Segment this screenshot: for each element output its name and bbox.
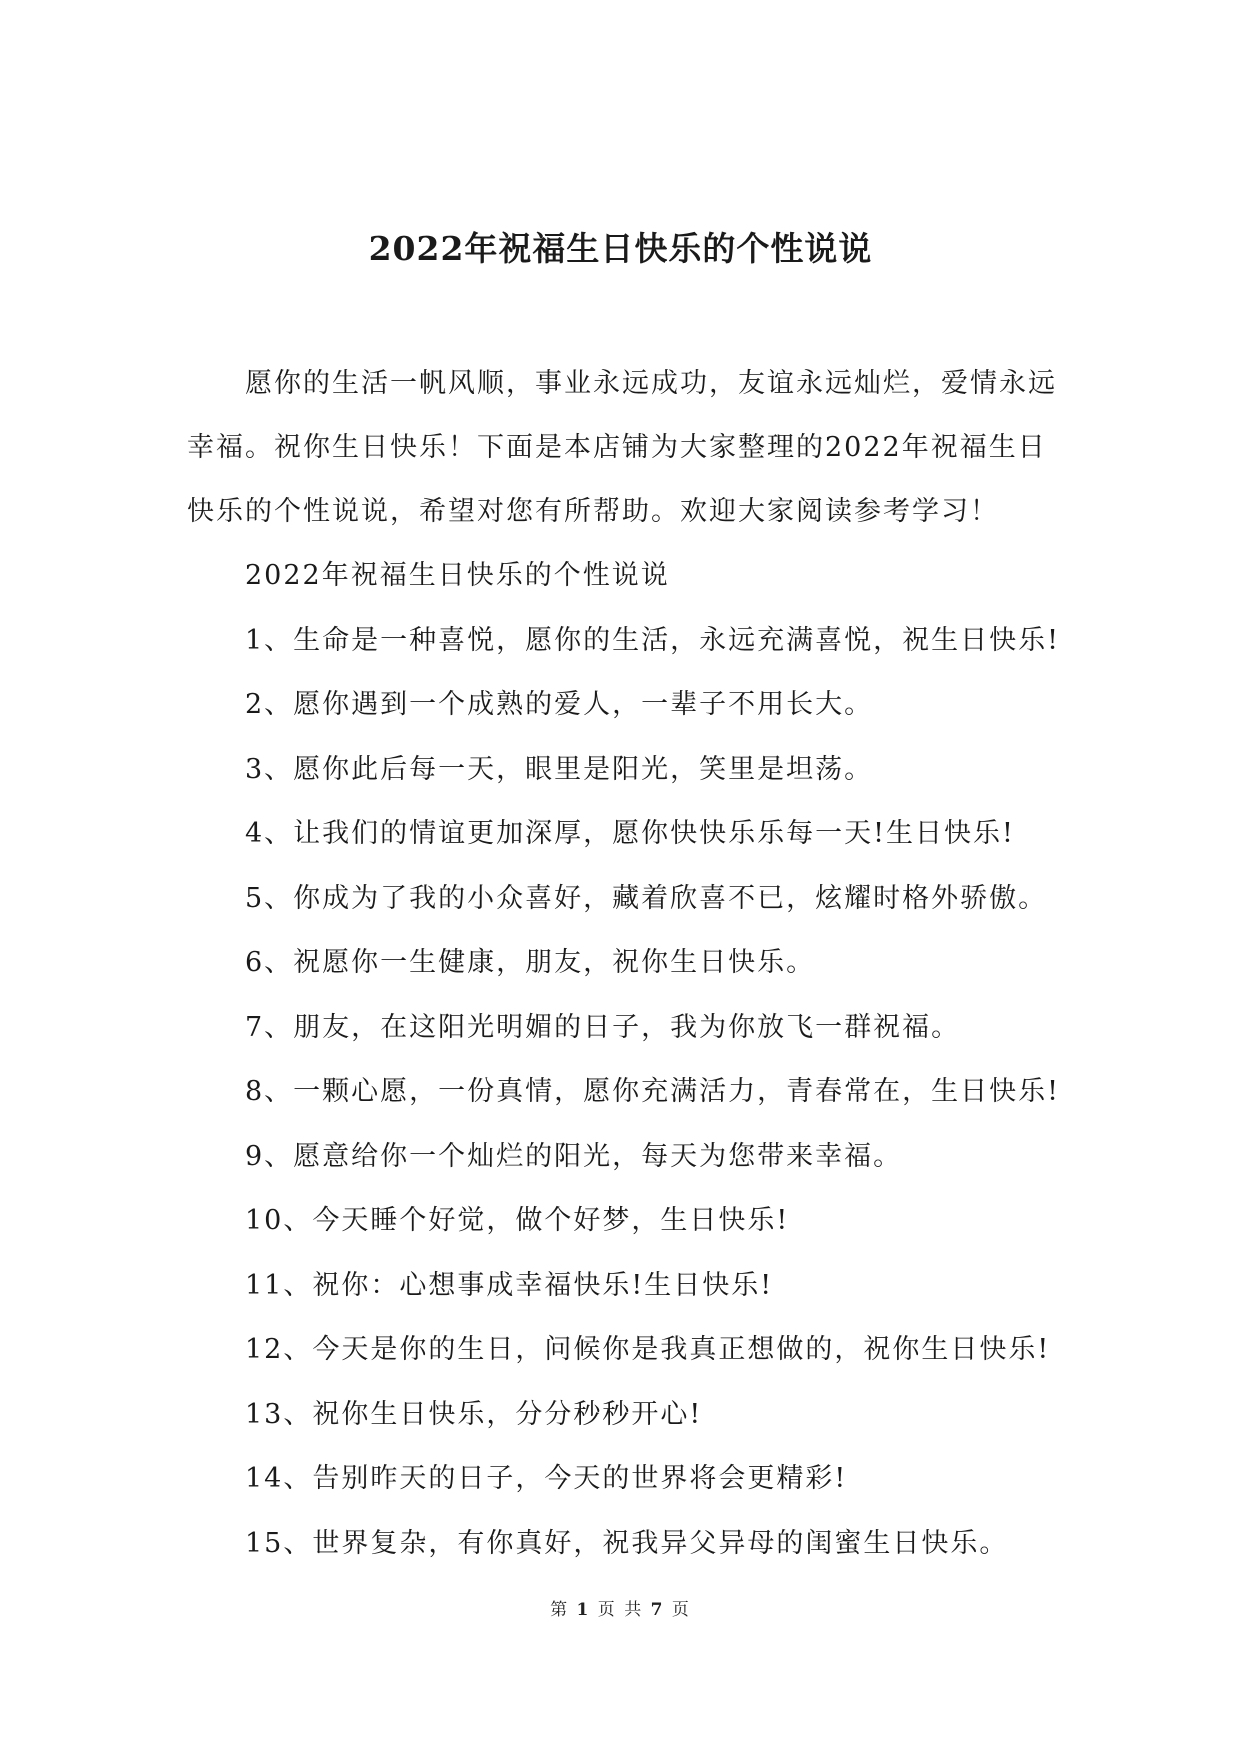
list-item: 13、祝你生日快乐，分分秒秒开心! xyxy=(245,1398,703,1430)
list-item: 14、告别昨天的日子，今天的世界将会更精彩! xyxy=(245,1463,848,1494)
list-item: 12、今天是你的生日，问候你是我真正想做的，祝你生日快乐! xyxy=(245,1334,1051,1365)
page-number: 1 xyxy=(576,1600,591,1620)
page-footer xyxy=(0,1598,1241,1622)
list-item: 8、一颗心愿，一份真情，愿你充满活力，青春常在，生日快乐! xyxy=(245,1076,1061,1107)
intro-paragraph: 愿你的生活一帆风顺，事业永远成功，友谊永远灿烂，爱情永远幸福。祝你生日快乐！下面是本店铺为大家整理的2022年祝福生日快乐的个性说说，希望对您有所帮助。欢迎大家阅读参考学习！ xyxy=(187,368,1057,527)
list-item: 10、今天睡个好觉，做个好梦，生日快乐! xyxy=(245,1205,790,1236)
list-item: 2、愿你遇到一个成熟的爱人，一辈子不用长大。 xyxy=(245,689,874,720)
list-item: 15、世界复杂，有你真好，祝我异父异母的闺蜜生日快乐。 xyxy=(245,1527,1009,1559)
footer-middle: 页 共 xyxy=(597,1600,644,1620)
list-item: 5、你成为了我的小众喜好，藏着欣喜不已，炫耀时格外骄傲。 xyxy=(245,882,1048,914)
subheading: 2022年祝福生日快乐的个性说说 xyxy=(245,560,670,591)
list-item: 6、祝愿你一生健康，朋友，祝你生日快乐。 xyxy=(245,947,816,978)
document-body xyxy=(187,352,1061,1576)
footer-prefix: 第 xyxy=(550,1600,570,1620)
list-item: 9、愿意给你一个灿烂的阳光，每天为您带来幸福。 xyxy=(245,1140,903,1172)
total-pages: 7 xyxy=(650,1600,665,1620)
document-title: 2022年祝福生日快乐的个性说说 xyxy=(368,229,873,268)
list-item: 4、让我们的情谊更加深厚，愿你快快乐乐每一天!生日快乐! xyxy=(245,818,1015,849)
list-item: 11、祝你：心想事成幸福快乐!生日快乐! xyxy=(245,1269,774,1301)
footer-suffix: 页 xyxy=(671,1600,691,1620)
list-item: 7、朋友，在这阳光明媚的日子，我为你放飞一群祝福。 xyxy=(245,1011,961,1043)
list-item: 1、生命是一种喜悦，愿你的生活，永远充满喜悦，祝生日快乐! xyxy=(245,624,1061,656)
list-item: 3、愿你此后每一天，眼里是阳光，笑里是坦荡。 xyxy=(245,753,874,785)
